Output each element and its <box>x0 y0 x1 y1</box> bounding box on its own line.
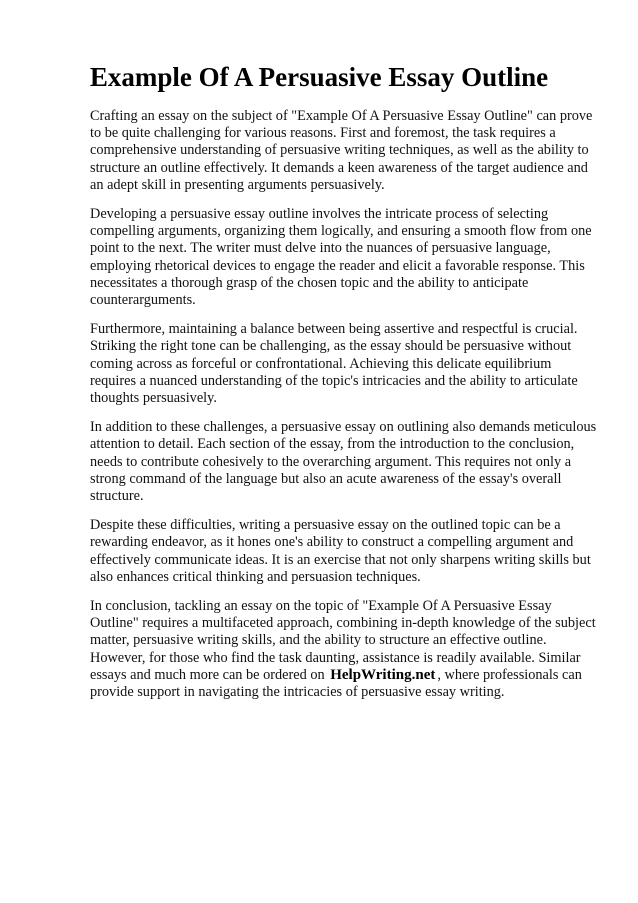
helpwriting-link[interactable]: HelpWriting.net <box>330 666 436 683</box>
paragraph-conclusion <box>90 598 598 701</box>
document-title: Example Of A Persuasive Essay Outline <box>89 62 549 92</box>
conclusion-text-after-link: , where professionals can provide support in navigating the intricacies of persuasive essay writing. <box>90 666 582 701</box>
paragraph-3: Furthermore, maintaining a balance between being assertive and respectful is crucial. Striking the right tone can be challenging, as the essay should be persuasive without coming across as forceful or confrontational. Achieving this delicate equilibrium requires a nuanced understanding of the topic's intricacies and the ability to articulate thoughts persuasively. <box>90 321 578 407</box>
conclusion-text-before-link: In conclusion, tackling an essay on the topic of "Example Of A Persuasive Essay Outline" requires a multifaceted approach, combining in-depth knowledge of the subject matter, persuasive writing skills, and the ability to structure an effective outline. However, for those who find the task daunting, assistance is readily available. Similar essays and much more can be ordered on <box>90 598 596 683</box>
paragraph-2: Developing a persuasive essay outline involves the intricate process of selecting compelling arguments, organizing them logically, and ensuring a smooth flow from one point to the next. The writer must delve into the nuances of persuasive language, employing rhetorical devices to engage the reader and elicit a favorable response. This necessitates a thorough grasp of the chosen topic and the ability to anticipate counterarguments. <box>90 206 592 309</box>
paragraph-4: In addition to these challenges, a persuasive essay on outlining also demands meticulous attention to detail. Each section of the essay, from the introduction to the conclusion, needs to contribute cohesively to the overarching argument. This requires not only a strong command of the language but also an acute awareness of the essay's overall structure. <box>90 419 597 505</box>
document-body <box>90 108 598 713</box>
paragraph-5: Despite these difficulties, writing a persuasive essay on the outlined topic can be a rewarding endeavor, as it hones one's ability to construct a compelling argument and effectively communicate ideas. It is an exercise that not only sharpens writing skills but also enhances critical thinking and persuasion techniques. <box>90 517 591 585</box>
paragraph-1: Crafting an essay on the subject of "Example Of A Persuasive Essay Outline" can prove to be quite challenging for various reasons. First and foremost, the task requires a comprehensive understanding of persuasive writing techniques, as well as the ability to structure an outline effectively. It demands a keen awareness of the target audience and an adept skill in presenting arguments persuasively. <box>90 108 593 193</box>
